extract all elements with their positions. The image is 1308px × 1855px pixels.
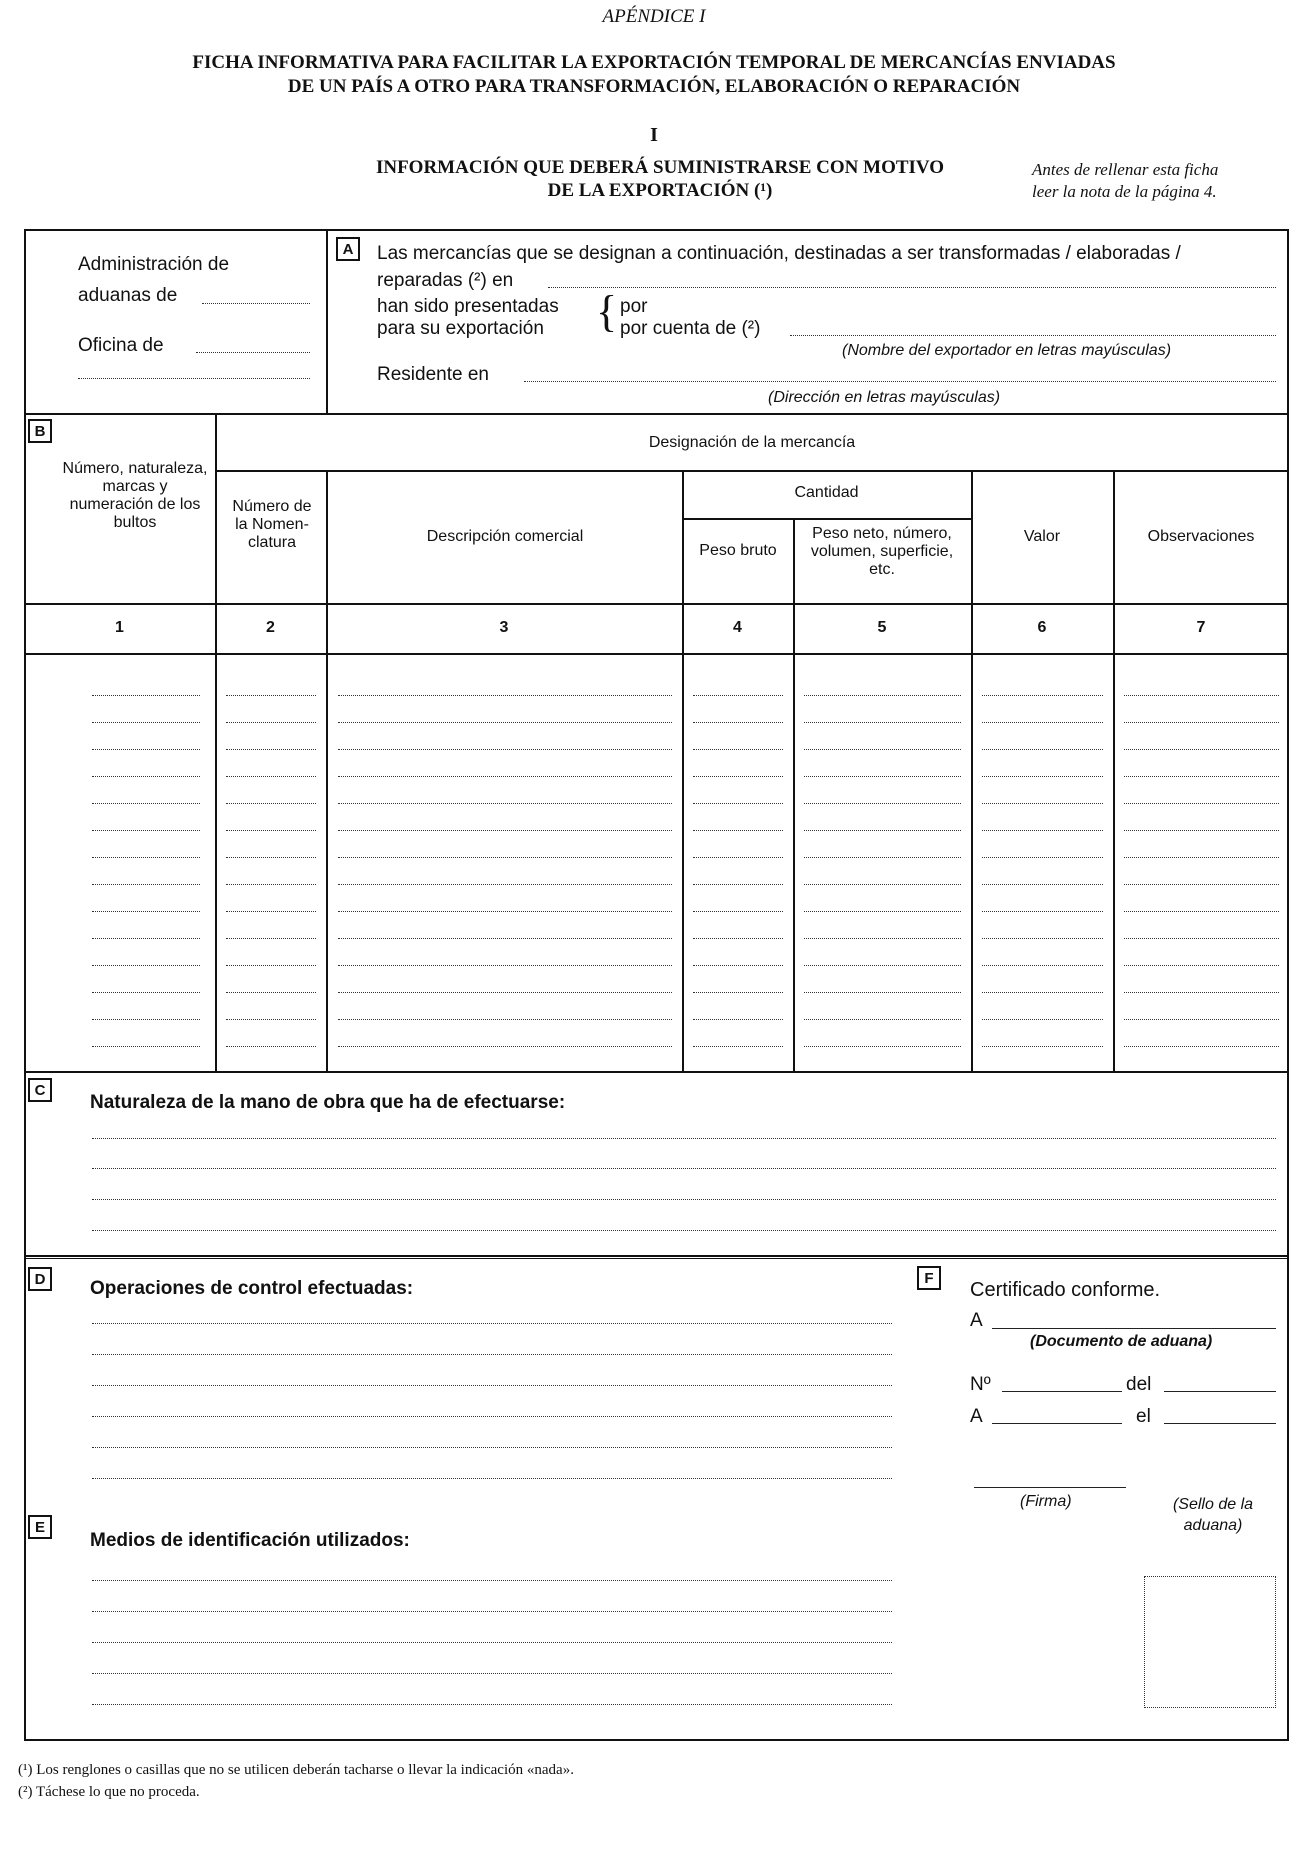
goods-line-col4[interactable]	[693, 695, 783, 696]
section-c-tag: C	[28, 1078, 52, 1102]
goods-line-col3[interactable]	[338, 776, 672, 777]
goods-line-col4[interactable]	[693, 884, 783, 885]
goods-line-col1[interactable]	[92, 695, 200, 696]
goods-line-col3[interactable]	[338, 992, 672, 993]
control-line-1[interactable]	[92, 1323, 892, 1324]
goods-line-col1[interactable]	[92, 776, 200, 777]
office-field-line2[interactable]	[78, 378, 310, 379]
goods-line-col1[interactable]	[92, 911, 200, 912]
section-a-line2: reparadas (²) en	[377, 270, 514, 291]
goods-line-col7[interactable]	[1124, 965, 1279, 966]
goods-line-col3[interactable]	[338, 803, 672, 804]
goods-line-col5[interactable]	[804, 857, 961, 858]
certificate-title: Certificado conforme.	[970, 1279, 1161, 1301]
goods-line-col6[interactable]	[982, 749, 1103, 750]
goods-line-col2[interactable]	[226, 830, 316, 831]
goods-line-col5[interactable]	[804, 965, 961, 966]
customs-document-field[interactable]	[992, 1328, 1276, 1329]
goods-line-col4[interactable]	[693, 830, 783, 831]
control-line-3[interactable]	[92, 1385, 892, 1386]
goods-line-col1[interactable]	[92, 857, 200, 858]
col1-header: Número, naturaleza, marcas y numeración de los bultos	[62, 460, 208, 531]
col2-header: Número de la Nomen-clatura	[232, 498, 312, 551]
cert-del-label: del	[1126, 1374, 1152, 1395]
goods-line-col6[interactable]	[982, 803, 1103, 804]
cert-a2-label: A	[970, 1406, 983, 1427]
goods-line-col1[interactable]	[92, 830, 200, 831]
section-a-tag: A	[336, 237, 360, 261]
goods-line-col7[interactable]	[1124, 884, 1279, 885]
goods-line-col5[interactable]	[804, 722, 961, 723]
exporter-name-hint: (Nombre del exportador en letras mayúsculas)	[842, 342, 1172, 359]
goods-line-col1[interactable]	[92, 1046, 200, 1047]
goods-line-col7[interactable]	[1124, 695, 1279, 696]
instruction-note-line2: leer la nota de la página 4.	[1032, 182, 1217, 201]
goods-line-col3[interactable]	[338, 965, 672, 966]
form-title-line1: FICHA INFORMATIVA PARA FACILITAR LA EXPORTACIÓN TEMPORAL DE MERCANCÍAS ENVIADAS	[192, 52, 1116, 73]
goods-line-col4[interactable]	[693, 938, 783, 939]
goods-line-col5[interactable]	[804, 992, 961, 993]
identification-line-2[interactable]	[92, 1611, 892, 1612]
goods-line-col7[interactable]	[1124, 776, 1279, 777]
control-line-4[interactable]	[92, 1416, 892, 1417]
customs-label: aduanas de	[78, 285, 178, 306]
seal-label: (Sello de la aduana)	[1172, 1496, 1254, 1534]
identification-line-4[interactable]	[92, 1673, 892, 1674]
cert-place-field[interactable]	[992, 1423, 1122, 1424]
goods-line-col2[interactable]	[226, 857, 316, 858]
col3-header: Descripción comercial	[426, 528, 584, 545]
goods-line-col5[interactable]	[804, 803, 961, 804]
goods-line-col6[interactable]	[982, 992, 1103, 993]
goods-line-col4[interactable]	[693, 803, 783, 804]
goods-line-col3[interactable]	[338, 1046, 672, 1047]
section-f-tag: F	[917, 1266, 941, 1290]
goods-line-col6[interactable]	[982, 938, 1103, 939]
section-title-line2: DE LA EXPORTACIÓN (¹)	[547, 180, 773, 201]
goods-line-col6[interactable]	[982, 857, 1103, 858]
labour-line-2[interactable]	[92, 1168, 1276, 1169]
goods-line-col3[interactable]	[338, 830, 672, 831]
col7-header: Observaciones	[1147, 528, 1255, 545]
identification-line-1[interactable]	[92, 1580, 892, 1581]
goods-line-col7[interactable]	[1124, 911, 1279, 912]
section-e-title: Medios de identificación utilizados:	[90, 1530, 410, 1551]
goods-line-col5[interactable]	[804, 884, 961, 885]
footnote-1: (¹) Los renglones o casillas que no se utilicen deberán tacharse o llevar la indicación «nada».	[18, 1762, 574, 1778]
section-e-tag: E	[28, 1515, 52, 1539]
goods-line-col1[interactable]	[92, 1019, 200, 1020]
goods-line-col5[interactable]	[804, 695, 961, 696]
section-c-title: Naturaleza de la mano de obra que ha de efectuarse:	[90, 1092, 566, 1113]
exporter-name-field[interactable]	[790, 335, 1276, 336]
goods-line-col1[interactable]	[92, 992, 200, 993]
section-title-line1: INFORMACIÓN QUE DEBERÁ SUMINISTRARSE CON MOTIVO	[375, 157, 945, 178]
instruction-note-line1: Antes de rellenar esta ficha	[1032, 160, 1219, 179]
goods-line-col2[interactable]	[226, 776, 316, 777]
appendix-label: APÉNDICE I	[602, 6, 706, 27]
section-d-tag: D	[28, 1267, 52, 1291]
office-label: Oficina de	[78, 335, 164, 356]
col5-header: Peso neto, número, volumen, superficie, etc.	[810, 525, 954, 578]
col-number-3: 3	[499, 619, 509, 636]
brace-icon: {	[596, 287, 618, 336]
goods-line-col6[interactable]	[982, 830, 1103, 831]
goods-line-col7[interactable]	[1124, 830, 1279, 831]
col6-header: Valor	[1023, 528, 1061, 545]
goods-line-col5[interactable]	[804, 776, 961, 777]
goods-line-col7[interactable]	[1124, 992, 1279, 993]
por-label: por	[620, 296, 648, 317]
customs-field[interactable]	[202, 303, 310, 304]
goods-line-col2[interactable]	[226, 695, 316, 696]
goods-line-col7[interactable]	[1124, 1019, 1279, 1020]
col-number-7: 7	[1196, 619, 1206, 636]
goods-line-col6[interactable]	[982, 965, 1103, 966]
goods-line-col1[interactable]	[92, 722, 200, 723]
goods-line-col5[interactable]	[804, 1019, 961, 1020]
goods-line-col2[interactable]	[226, 1019, 316, 1020]
cert-day-field[interactable]	[1164, 1423, 1276, 1424]
cert-number-field[interactable]	[1002, 1391, 1122, 1392]
identification-line-5[interactable]	[92, 1704, 892, 1705]
goods-line-col3[interactable]	[338, 749, 672, 750]
goods-line-col2[interactable]	[226, 749, 316, 750]
signature-field[interactable]	[974, 1487, 1126, 1488]
goods-line-col2[interactable]	[226, 722, 316, 723]
goods-line-col4[interactable]	[693, 857, 783, 858]
goods-line-col2[interactable]	[226, 1046, 316, 1047]
identification-line-3[interactable]	[92, 1642, 892, 1643]
goods-line-col4[interactable]	[693, 1046, 783, 1047]
goods-line-col3[interactable]	[338, 722, 672, 723]
form-frame	[24, 229, 1289, 1741]
footnote-2: (²) Táchese lo que no proceda.	[18, 1784, 200, 1800]
goods-line-col7[interactable]	[1124, 803, 1279, 804]
labour-line-4[interactable]	[92, 1230, 1276, 1231]
section-d-title: Operaciones de control efectuadas:	[90, 1278, 414, 1299]
goods-line-col2[interactable]	[226, 803, 316, 804]
goods-line-col5[interactable]	[804, 830, 961, 831]
goods-line-col6[interactable]	[982, 776, 1103, 777]
goods-line-col5[interactable]	[804, 749, 961, 750]
goods-line-col7[interactable]	[1124, 722, 1279, 723]
goods-line-col2[interactable]	[226, 938, 316, 939]
goods-line-col3[interactable]	[338, 1019, 672, 1020]
customs-admin-label: Administración de	[78, 254, 230, 275]
designation-header: Designación de la mercancía	[648, 434, 856, 451]
goods-line-col4[interactable]	[693, 776, 783, 777]
labour-line-1[interactable]	[92, 1138, 1276, 1139]
goods-line-col4[interactable]	[693, 992, 783, 993]
section-b-tag: B	[28, 419, 52, 443]
cert-a-label: A	[970, 1310, 983, 1331]
goods-line-col3[interactable]	[338, 938, 672, 939]
goods-line-col6[interactable]	[982, 1046, 1103, 1047]
signature-label: (Firma)	[1020, 1493, 1072, 1510]
por-cuenta-label: por cuenta de (²)	[620, 318, 761, 339]
goods-line-col3[interactable]	[338, 911, 672, 912]
goods-line-col4[interactable]	[693, 722, 783, 723]
goods-line-col6[interactable]	[982, 1019, 1103, 1020]
office-field[interactable]	[196, 352, 310, 353]
goods-line-col5[interactable]	[804, 938, 961, 939]
section-a-line1: Las mercancías que se designan a continuación, destinadas a ser transformadas / elaboradas /	[377, 243, 1181, 264]
goods-line-col2[interactable]	[226, 965, 316, 966]
quantity-header: Cantidad	[794, 484, 859, 501]
goods-line-col7[interactable]	[1124, 749, 1279, 750]
goods-line-col5[interactable]	[804, 911, 961, 912]
goods-line-col3[interactable]	[338, 857, 672, 858]
col4-header: Peso bruto	[699, 542, 777, 559]
goods-line-col4[interactable]	[693, 749, 783, 750]
cert-date-field[interactable]	[1164, 1391, 1276, 1392]
goods-line-col1[interactable]	[92, 884, 200, 885]
goods-line-col6[interactable]	[982, 722, 1103, 723]
goods-line-col2[interactable]	[226, 992, 316, 993]
destination-country-field[interactable]	[548, 287, 1276, 288]
goods-line-col2[interactable]	[226, 884, 316, 885]
address-hint: (Dirección en letras mayúsculas)	[768, 389, 1001, 406]
col-number-6: 6	[1037, 619, 1047, 636]
presented-label-2: para su exportación	[377, 318, 544, 339]
goods-line-col6[interactable]	[982, 695, 1103, 696]
goods-line-col1[interactable]	[92, 965, 200, 966]
goods-line-col7[interactable]	[1124, 857, 1279, 858]
goods-line-col2[interactable]	[226, 911, 316, 912]
goods-line-col4[interactable]	[693, 911, 783, 912]
col-number-4: 4	[733, 619, 742, 636]
customs-document-hint: (Documento de aduana)	[1030, 1333, 1213, 1350]
col-number-2: 2	[266, 619, 275, 636]
goods-line-col7[interactable]	[1124, 938, 1279, 939]
goods-line-col4[interactable]	[693, 965, 783, 966]
goods-line-col6[interactable]	[982, 911, 1103, 912]
goods-line-col3[interactable]	[338, 884, 672, 885]
goods-line-col4[interactable]	[693, 1019, 783, 1020]
cert-el-label: el	[1136, 1406, 1151, 1427]
control-line-6[interactable]	[92, 1478, 892, 1479]
resident-label: Residente en	[377, 364, 489, 385]
goods-line-col1[interactable]	[92, 803, 200, 804]
cert-number-label: Nº	[970, 1374, 991, 1395]
labour-line-3[interactable]	[92, 1199, 1276, 1200]
control-line-2[interactable]	[92, 1354, 892, 1355]
seal-box[interactable]	[1144, 1576, 1276, 1708]
form-title-line2: DE UN PAÍS A OTRO PARA TRANSFORMACIÓN, ELABORACIÓN O REPARACIÓN	[287, 76, 1021, 97]
presented-label-1: han sido presentadas	[377, 296, 559, 317]
goods-line-col3[interactable]	[338, 695, 672, 696]
section-number: I	[650, 124, 658, 146]
goods-line-col1[interactable]	[92, 749, 200, 750]
goods-line-col7[interactable]	[1124, 1046, 1279, 1047]
col-number-5: 5	[877, 619, 887, 636]
col-number-1: 1	[115, 619, 124, 636]
goods-line-col5[interactable]	[804, 1046, 961, 1047]
resident-address-field[interactable]	[524, 381, 1276, 382]
goods-line-col1[interactable]	[92, 938, 200, 939]
control-line-5[interactable]	[92, 1447, 892, 1448]
goods-line-col6[interactable]	[982, 884, 1103, 885]
